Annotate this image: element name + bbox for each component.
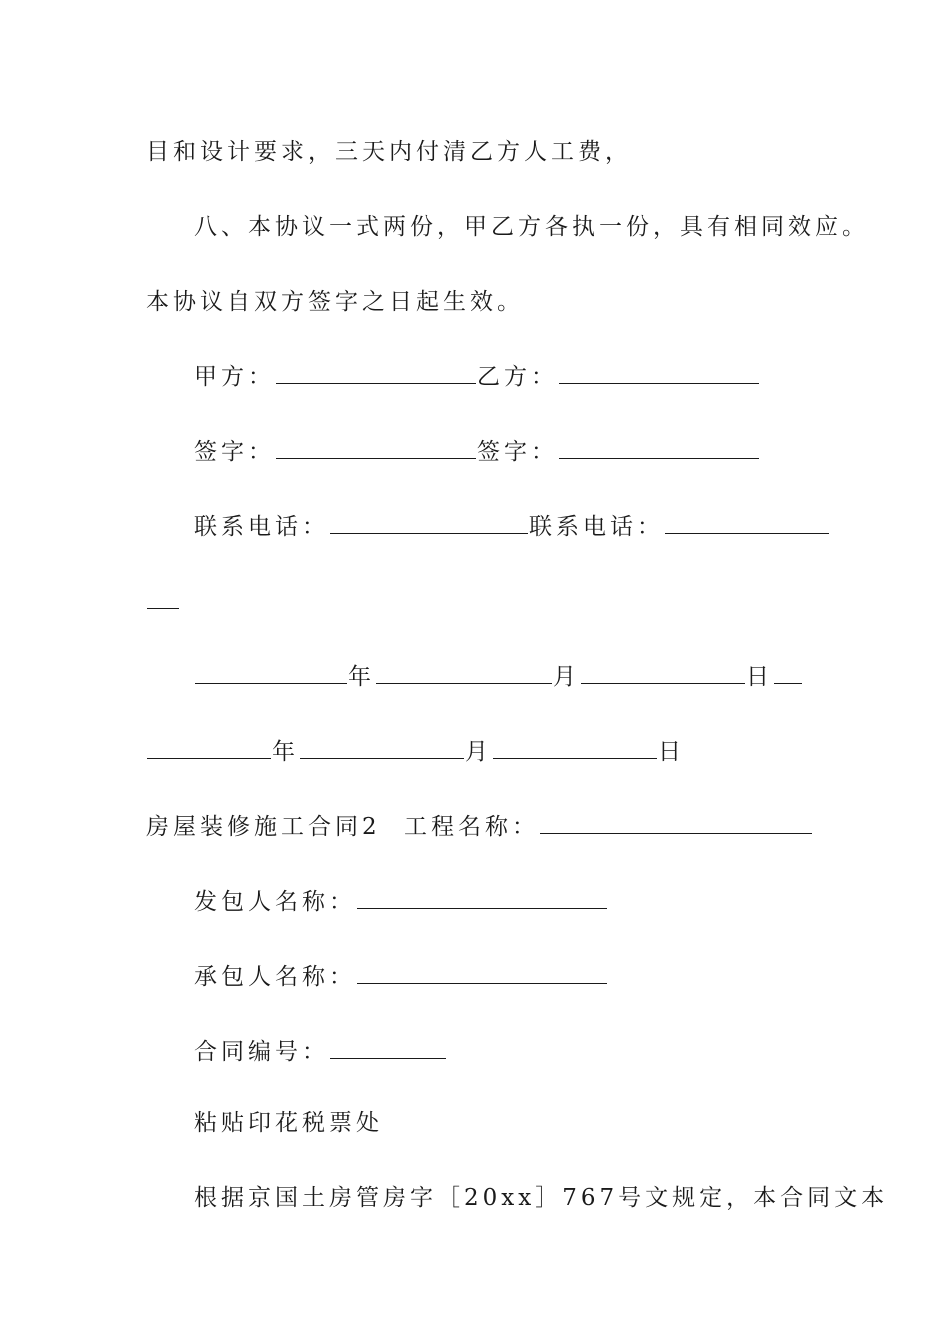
regulation-text: 根据京国土房管房字［20xx］767号文规定，本合同文本 [194, 1185, 889, 1211]
sign-b-blank[interactable] [559, 438, 759, 459]
stamp-note: 粘贴印花税票处 [194, 1110, 383, 1136]
wrap-blank[interactable] [147, 588, 179, 609]
paragraph-effective: 本协议自双方签字之日起生效。 [146, 289, 524, 315]
contractor-blank[interactable] [357, 963, 607, 984]
year-blank-b[interactable] [147, 738, 271, 759]
contract-no-label: 合同编号： [194, 1039, 329, 1065]
project-label: 工程名称： [404, 814, 539, 840]
contract2-title: 房屋装修施工合同2 [146, 814, 381, 840]
sign-a-label: 签字： [194, 439, 275, 465]
day-label-a: 日 [746, 664, 773, 690]
phone-b-blank[interactable] [665, 513, 829, 534]
month-blank-a[interactable] [376, 663, 552, 684]
sign-a-blank[interactable] [276, 438, 476, 459]
day-blank-b[interactable] [493, 738, 657, 759]
contractor-label: 承包人名称： [194, 964, 356, 990]
party-b-label: 乙方： [477, 364, 558, 390]
party-a-blank[interactable] [276, 363, 476, 384]
day-tail-blank-a[interactable] [774, 663, 802, 684]
month-label-b: 月 [465, 739, 492, 765]
sign-b-label: 签字： [477, 439, 558, 465]
phone-row [194, 512, 830, 542]
party-a-label: 甲方： [194, 364, 275, 390]
employer-label: 发包人名称： [194, 889, 356, 915]
year-label-b: 年 [272, 739, 299, 765]
year-blank-a[interactable] [195, 663, 347, 684]
contract-no-row [194, 1037, 447, 1067]
project-row [404, 812, 813, 842]
month-label-a: 月 [553, 664, 580, 690]
contractor-row [194, 962, 608, 992]
phone-b-blank-continued [146, 587, 180, 617]
year-label-a: 年 [348, 664, 375, 690]
phone-a-blank[interactable] [330, 513, 528, 534]
employer-blank[interactable] [357, 888, 607, 909]
date-row-a [194, 662, 803, 692]
day-label-b: 日 [658, 739, 685, 765]
paragraph-clause-8: 八、本协议一式两份，甲乙方各执一份，具有相同效应。 [194, 214, 869, 240]
employer-row [194, 887, 608, 917]
project-blank[interactable] [540, 813, 812, 834]
contract-no-blank[interactable] [330, 1038, 446, 1059]
paragraph-text: 目和设计要求，三天内付清乙方人工费， [146, 139, 632, 165]
party-row [194, 362, 760, 392]
month-blank-b[interactable] [300, 738, 464, 759]
sign-row [194, 437, 760, 467]
date-row-b [146, 737, 685, 767]
contract2-title-row [146, 812, 381, 842]
party-b-blank[interactable] [559, 363, 759, 384]
day-blank-a[interactable] [581, 663, 745, 684]
phone-b-label: 联系电话： [529, 514, 664, 540]
phone-a-label: 联系电话： [194, 514, 329, 540]
